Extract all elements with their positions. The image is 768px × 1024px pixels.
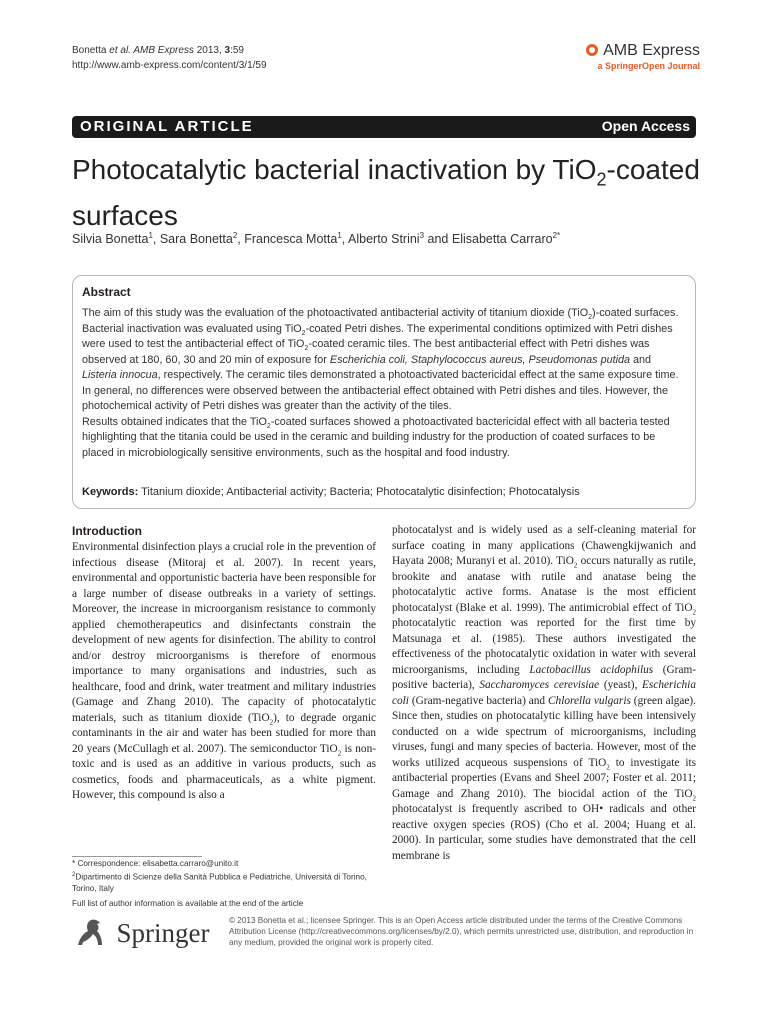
abstract-paragraph-1: The aim of this study was the evaluation of the photoactivated antibacterial activity of titanium dioxide (TiO$_2$)-coated surfaces. Bacterial inactivation was evaluated using TiO$_2$-coated Petri dishes. The experimental conditions optimized with Petri dishes were used to test the antibacterial effect of TiO$_2$-coated ceramic tiles. The best antibacterial effect with Petri dishes was observed at 180, 60, 30 and 20 min of exposure for Escherichia coli, Staphylococcus aureus, Pseudomonas putida and Listeria innocua, respectively. The ceramic tiles demonstrated a photoactivated bactericidal effect at the same exposure time. In general, no differences were observed between the antibacterial effect obtained with Petri dishes and tiles. However, the photochemical activity of Petri dishes was greater than the activity of the tiles.	[82, 307, 679, 412]
abstract-heading: Abstract	[82, 285, 131, 299]
license-text: © 2013 Bonetta et al.; licensee Springer. This is an Open Access article distributed under the terms of the Creative Commons Attribution License (http://creativecommons.org/licenses/by/2.0), which permits unrestricted use, distribution, and reproduction in any medium, provided the original work is properly cited.	[229, 916, 694, 947]
keywords: Keywords: Titanium dioxide; Antibacterial activity; Bacteria; Photocatalytic disinfection; Photocatalysis	[82, 486, 580, 498]
journal-subtitle: a SpringerOpen Journal	[597, 61, 700, 71]
amb-express-logo-icon	[586, 44, 598, 56]
footnotes	[72, 858, 372, 910]
author: Silvia Bonetta$^1$,	[72, 231, 160, 247]
open-access-badge: Open Access	[601, 118, 690, 134]
article-type: ORIGINAL ARTICLE	[80, 118, 254, 135]
springer-logo	[72, 915, 209, 951]
footnote-divider	[72, 856, 202, 857]
article-type-banner	[72, 116, 696, 138]
author: Elisabetta Carraro$^{2*}$	[451, 231, 561, 247]
abstract-text	[82, 306, 682, 461]
body-column-left	[72, 523, 376, 804]
abstract-paragraph-2: Results obtained indicates that the TiO$_2$-coated surfaces showed a photoactivated bactericidal effect with all bacteria tested highlighting that the titania could be used in the ceramic and building industry for the production of coated surfaces to be placed in microbiologically sensitive environments, such as the hospital and food industry.	[82, 415, 670, 459]
abstract-box	[72, 275, 696, 509]
author-list	[72, 231, 560, 246]
publisher-name: Springer	[116, 917, 210, 948]
affiliation: $^2$Dipartimento di Scienze della Sanità Pubblica e Pediatriche, Università di Torino, Torino, Italy	[72, 871, 367, 893]
correspondence: * Correspondence: elisabetta.carraro@unito.it	[72, 859, 239, 868]
running-head	[72, 43, 267, 73]
article-title: Photocatalytic bacterial inactivation by TiO$_2$-coated surfaces	[72, 154, 700, 231]
article-url[interactable]: http://www.amb-express.com/content/3/1/59	[72, 60, 267, 71]
journal-name: AMB Express	[603, 42, 700, 59]
intro-paragraph-right: photocatalyst and is widely used as a self-cleaning material for surface coating in many applications (Chawengkijwanich and Hayata 2008; Muranyi et al. 2010). TiO$_2$ occurs naturally as rutile, brookite and anatase with rutile and anatase being the photocatalytic active forms. Anatase is the most efficient photocatalyst (Blake et al. 1999). The antimicrobial effect of TiO$_2$ photocatalytic reaction was reported for the first time by Matsunaga et al. (1985). These authors investigated the effectiveness of the photocatalytic oxidation in water with several microorganisms, including Lactobacillus acidophilus (Gram-positive bacteria), Saccharomyces cerevisiae (yeast), Escherichia coli (Gram-negative bacteria) and Chlorella vulgaris (green algae). Since then, studies on photocatalytic killing have been intensively conducted on a wide spectrum of microorganisms, including viruses, fungi and many species of bacteria. However, most of the works utilized acqueous suspensions of TiO$_2$ to investigate its antibacterial properties (Evans and Sheel 2007; Foster et al. 2011; Gamage and Zhang 2010). The biocidal action of the TiO$_2$ photocatalyst is frequently ascribed to OH• radicals and other reactive oxygen species (ROS) (Cho et al. 2004; Huang et al. 2000). In particular, some studies have demonstrated that the cell membrane is	[392, 524, 697, 862]
author: Alberto Strini$^3$ and	[348, 231, 452, 247]
section-heading-introduction: Introduction	[72, 524, 142, 538]
journal-logo	[560, 42, 700, 72]
full-author-info-note: Full list of author information is available at the end of the article	[72, 899, 304, 909]
intro-paragraph-left: Environmental disinfection plays a crucial role in the prevention of infectious disease (Mitoraj et al. 2007). In recent years, environmental and opportunistic bacteria have been responsible for a large number of disease outbreaks in a variety of settings. Moreover, the increase in microorganism resistance to commonly applied chemotherapeutics and disinfectants constrain the development of new agents for disinfection. The ability to control and/or destroy microorganisms is therefore of enormous importance to many organisations and industries, such as healthcare, food and drink, water treatment and military industries (Gamage and Zhang 2010). The capacity of photocatalytic materials, such as titanium dioxide (TiO$_2$), to degrade organic contaminants in the air and water has been studied for more than 20 years (McCullagh et al. 2007). The semiconductor TiO$_2$ is non-toxic and is used as an additive in various products, such as cosmetics, foods and pharmaceuticals, as a white pigment. However, this compound is also a	[72, 541, 376, 801]
author: Sara Bonetta$^2$,	[159, 231, 245, 247]
springer-horse-icon	[72, 915, 108, 951]
author: Francesca Motta$^1$,	[244, 231, 349, 247]
citation: Bonetta et al. AMB Express 2013, 3:59	[72, 45, 244, 56]
body-column-right	[392, 523, 696, 864]
